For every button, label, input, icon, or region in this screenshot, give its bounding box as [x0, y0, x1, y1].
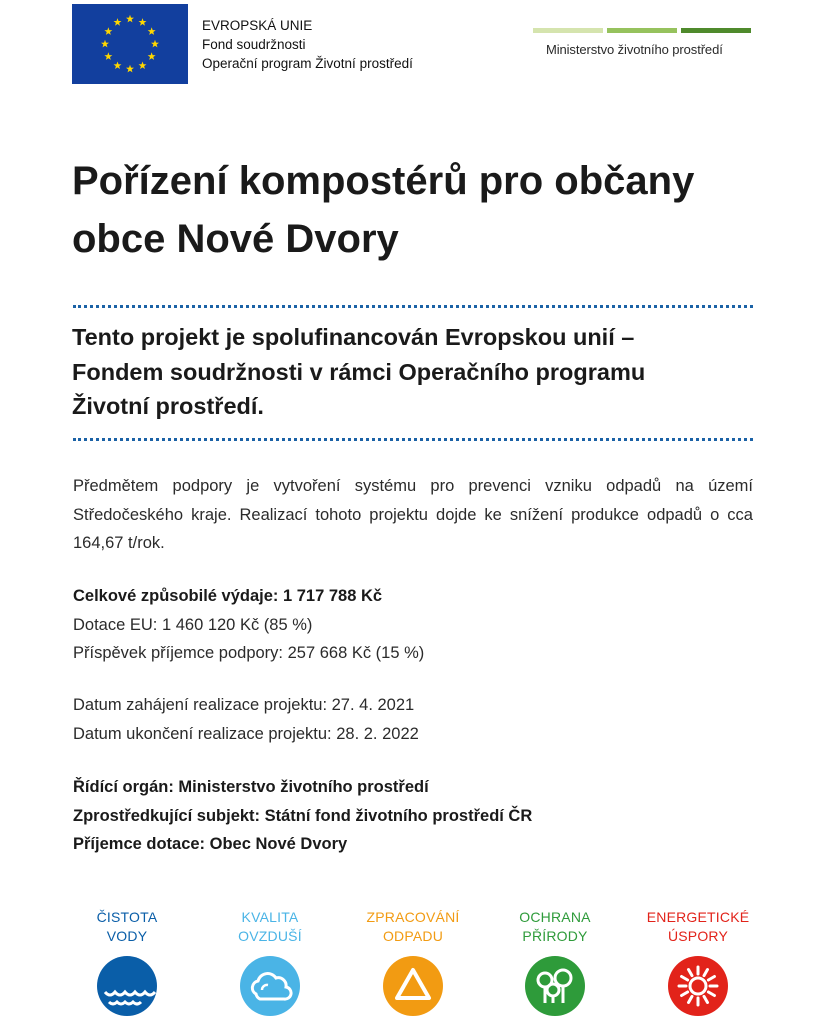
water-waves-icon: [97, 956, 157, 1016]
sun-ray: [689, 996, 693, 1002]
ministry-bar-mid: [607, 28, 677, 33]
theme-waste-line1: ZPRACOVÁNÍ: [366, 909, 460, 925]
managing-authority: Řídící orgán: Ministerstvo životního prostředí: [73, 778, 429, 796]
title-line-1: Pořízení kompostérů pro občany: [72, 159, 695, 203]
eu-header-text: [202, 16, 413, 73]
theme-nature: [490, 908, 620, 946]
theme-nature-label: [490, 908, 620, 946]
eu-star: [148, 27, 156, 35]
eu-stars-icon: [72, 4, 188, 84]
theme-waste: [348, 908, 478, 946]
theme-water-line2: VODY: [106, 928, 148, 944]
trees-icon: [525, 956, 585, 1016]
eu-star: [114, 61, 122, 69]
eu-star: [126, 65, 134, 73]
sun-ray: [704, 996, 708, 1002]
theme-water: [62, 908, 192, 946]
dates-block: [73, 691, 773, 748]
eu-star: [104, 27, 112, 35]
organizations-block: [73, 773, 773, 859]
grant-recipient: Příjemce dotace: Obec Nové Dvory: [73, 835, 348, 853]
sun-ray: [689, 970, 693, 976]
cloud-icon: [240, 956, 300, 1016]
theme-air-line1: KVALITA: [241, 909, 299, 925]
eu-star: [114, 18, 122, 26]
sun-icon: [668, 956, 728, 1016]
theme-energy-label: [633, 908, 763, 946]
theme-air: [205, 908, 335, 946]
theme-nature-line1: OCHRANA: [519, 909, 591, 925]
ministry-bar-dark: [681, 28, 751, 33]
eu-star: [151, 40, 159, 48]
theme-air-label: [205, 908, 335, 946]
title-line-2: obce Nové Dvory: [72, 217, 399, 261]
intermediary-body: Zprostředkující subjekt: Státní fond životního prostředí ČR: [73, 806, 533, 825]
start-date: Datum zahájení realizace projektu: 27. 4. 2021: [73, 696, 415, 714]
sun-ray: [708, 992, 714, 996]
theme-waste-label: [348, 908, 478, 946]
subtitle-line-2: Fondem soudržnosti v rámci Operačního programu: [72, 358, 646, 385]
eu-star: [104, 52, 112, 60]
eu-name: EVROPSKÁ UNIE: [202, 18, 313, 33]
eu-star: [126, 15, 134, 23]
dotted-divider-top: [73, 305, 753, 312]
theme-nature-line2: PŘÍRODY: [522, 928, 588, 944]
eu-star: [148, 52, 156, 60]
cofinancing-statement: [72, 320, 772, 424]
theme-energy: [633, 908, 763, 946]
theme-water-label: [62, 908, 192, 946]
sun-ray: [704, 970, 708, 976]
sun-ray: [708, 977, 714, 981]
subtitle-line-3: Životní prostředí.: [72, 393, 264, 419]
theme-air-line2: OVZDUŠÍ: [238, 928, 302, 944]
page-title: [72, 152, 772, 268]
theme-water-line1: ČISTOTA: [96, 909, 158, 925]
finance-block: [73, 582, 773, 668]
eu-star: [139, 18, 147, 26]
eu-programme: Operační program Životní prostředí: [202, 56, 413, 71]
project-description: Předmětem podpory je vytvoření systému pro prevenci vzniku odpadů na území Středočeského kraje. Realizací tohoto projektu dojde ke snížení produkce odpadů o cca 164,67 t/rok.: [73, 477, 753, 552]
eu-grant: Dotace EU: 1 460 120 Kč (85 %): [73, 615, 313, 634]
theme-energy-line2: ÚSPORY: [667, 928, 729, 944]
eu-star: [101, 40, 109, 48]
total-expenses: Celkové způsobilé výdaje: 1 717 788 Kč: [73, 587, 383, 605]
sun-ray: [682, 977, 688, 981]
ministry-bar-light: [533, 28, 603, 33]
end-date: Datum ukončení realizace projektu: 28. 2. 2022: [73, 724, 419, 743]
recycle-triangle-icon: [383, 956, 443, 1016]
sun-ray: [682, 992, 688, 996]
theme-waste-line2: ODPADU: [382, 928, 444, 944]
eu-fund: Fond soudržnosti: [202, 37, 306, 52]
eu-flag-logo: [72, 4, 188, 84]
ministry-logo-bars: [533, 28, 751, 33]
eu-star: [139, 61, 147, 69]
dotted-divider-bottom: [73, 438, 753, 445]
theme-energy-line1: ENERGETICKÉ: [646, 909, 750, 925]
recipient-contribution: Příspěvek příjemce podpory: 257 668 Kč (15 %): [73, 644, 425, 662]
ministry-name: Ministerstvo životního prostředí: [546, 42, 723, 57]
subtitle-line-1: Tento projekt je spolufinancován Evropskou unií –: [72, 324, 635, 350]
